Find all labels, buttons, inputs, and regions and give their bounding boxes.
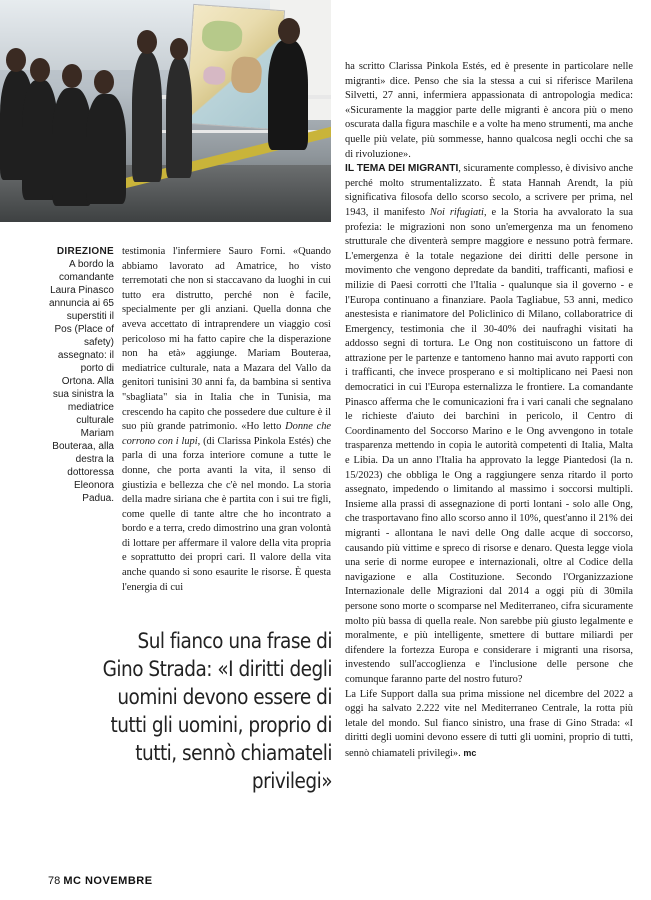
body-text: , sicuramente complesso, è divisivo anche perché molto strumentalizzato. È stata Hannah Arendt, la più significativa filosofa dello scorso secolo, a scrivere per prima, nel 1943, il manifesto (345, 163, 633, 218)
body-paragraph (345, 688, 633, 762)
page-footer (48, 875, 153, 887)
body-text: , (di Clarissa Pinkola Estés) che parla di una forza interiore comune a tutte le donne, che porta avanti la vita, il senso di giustizia e bellezza che c'è nel mondo. La storia della madre siriana che è partita con i sui tre figli, come quelle di tante altre che ho incontrato a bordo e a terra, credo dimostrino una gran volontà di lottare per affermare il valore della vita propria e soprattutto dei propri cari. Il valore della vita anche quando si sono esaurite le risorse. È questa l'energia di cui (122, 435, 331, 593)
body-text: La Life Support dalla sua prima missione nel dicembre del 2022 a oggi ha salvato 2.222 vite nel Mediterraneo Centrale, la rotta più letale del mondo. Sul fianco sinistro, una frase di Gino Strada: «I diritti degli uomini devono essere di tutti gli uomini, proprio di tutti, sennò chiamateli privilegi». (345, 688, 633, 759)
article-photo (0, 0, 331, 222)
body-paragraph (122, 245, 331, 595)
photo-caption (48, 245, 114, 505)
body-paragraph (345, 162, 633, 687)
pull-quote: Sul fianco una frase di Gino Strada: «I diritti degli uomini devono essere di tutti gli uomini, proprio di tutti, sennò chiamateli privilegi» (102, 629, 333, 794)
caption-text: A bordo la comandante Laura Pinasco annuncia ai 65 superstiti il Pos (Place of safety) assegnato: il porto di Ortona. Alla sua sinistra la mediatrice culturale Mariam Bouteraa, alla destra la dottoressa Eleonora Padua. (48, 259, 114, 504)
magazine-name: MC NOVEMBRE (63, 875, 153, 887)
body-text: , e la Storia ha avvalorato la sua profezia: le migrazioni non sono un'emergenza ma un fenomeno strutturale che diventerà sempre maggiore e nessuno potrà fermare. L'emergenza è la totale negazione dei diritti delle persone in movimento che vengono depredate da banditi, trafficanti, mafiosi e milizie di Paesi corrotti che l'Italia - qualunque sia il governo - e l'Europa continuano a finanziare. Paola Tagliabue, 53 anni, medico anestesista e rianimatore del Policlinico di Milano, collaboratrice di Emergency, testimonia che il 30-40% dei naufraghi visitati ha addosso segni di tortura. Le Ong non costituiscono un fattore di attrazione per le partenze e tantomeno hanno mai avuto rapporti con i trafficanti, che invece prosperano e si moltiplicano nei Paesi non democratici in cui l'Europa esternalizza le frontiere. La comandante Pinasco afferma che le comunicazioni fra i vari canali che segnalano le richieste d'aiuto dei barchini in pericolo, il Centro di Coordinamento del Soccorso Marino e le Ong avvengono in totale trasparenza mettendo in copia le autorità competenti di Italia, Malta e Libia. Da un anno l'Italia ha approvato la legge Piantedosi (la n. 15/2023) che obbliga le Ong a raggiungere senza ritardo il porto assegnato, impedendo o limitando al massimo i soccorsi multipli. Insieme alla prassi di assegnazione di porti lontani - solo alle Ong, che trasportavano fino allo scorso anno il 10%, quest'anno il 21% dei migranti - allontana le navi delle Ong dalle acque di soccorso, causando più vittime e spreco di risorse e denaro. Questa legge viola una serie di norme europee e internazionali, oltre al Codice della navigazione e alla Costituzione. Secondo l'Organizzazione Internazionale delle Migrazioni dal 2014 a oggi più di 30mila persone sono morte o scomparse nel Mediterraneo, cifra sicuramente molto più bassa di quella reale. Non sarebbe più giusto legalmente e moralmente, e più intelligente, smettere di buttare miliardi per difendere la fortezza Europa e considerare i migranti una risorsa, investendo sull'accoglienza e l'inclusione delle persone che comunque faranno parte del nostro futuro? (345, 206, 633, 685)
body-column-left (122, 245, 331, 595)
page-number: 78 (48, 875, 61, 887)
end-mark: mc (463, 747, 477, 758)
book-title: Donne che corrono con i lupi (122, 421, 332, 447)
body-text: testimonia l'infermiere Sauro Forni. «Quando abbiamo lavorato ad Amatrice, ho visto terremotati che non si staccavano da luoghi in cui tutto era distrutto, perché non è facile, specialmente per gli anziani. Quella donna che aveva accettato di intraprendere un viaggio così pericoloso mi ha fatto capire che la disperazione non ha età» aggiunge. Mariam Bouteraa, mediatrice culturale, nata a Mazara del Vallo da genitori tunisini 30 anni fa, da bambina si sentiva "sbagliata" sia in Italia che in Tunisia, ma crescendo ha capito che possedere due culture è il suo più grande patrimonio. «Ho letto (122, 246, 331, 433)
manifesto-title: Noi rifugiati (429, 206, 484, 218)
body-paragraph: ha scritto Clarissa Pinkola Estés, ed è presente in particolare nelle migranti» dice. Penso che sia la stessa a cui si riferisce Marilena Silvetti, 27 anni, infermiera appassionata di antropologia medica: «Sicuramente la maggior parte delle migranti è ancora più o meno oscurata dalla figura maschile e a volte ha meno strumenti, ma anche quelle più velate, più sommesse, hanno qualcosa negli occhi che sa di rivoluzione». (345, 61, 633, 160)
body-column-right (345, 60, 633, 762)
section-subhead: IL TEMA DEI MIGRANTI (345, 163, 459, 175)
caption-heading: DIREZIONE (56, 246, 114, 257)
